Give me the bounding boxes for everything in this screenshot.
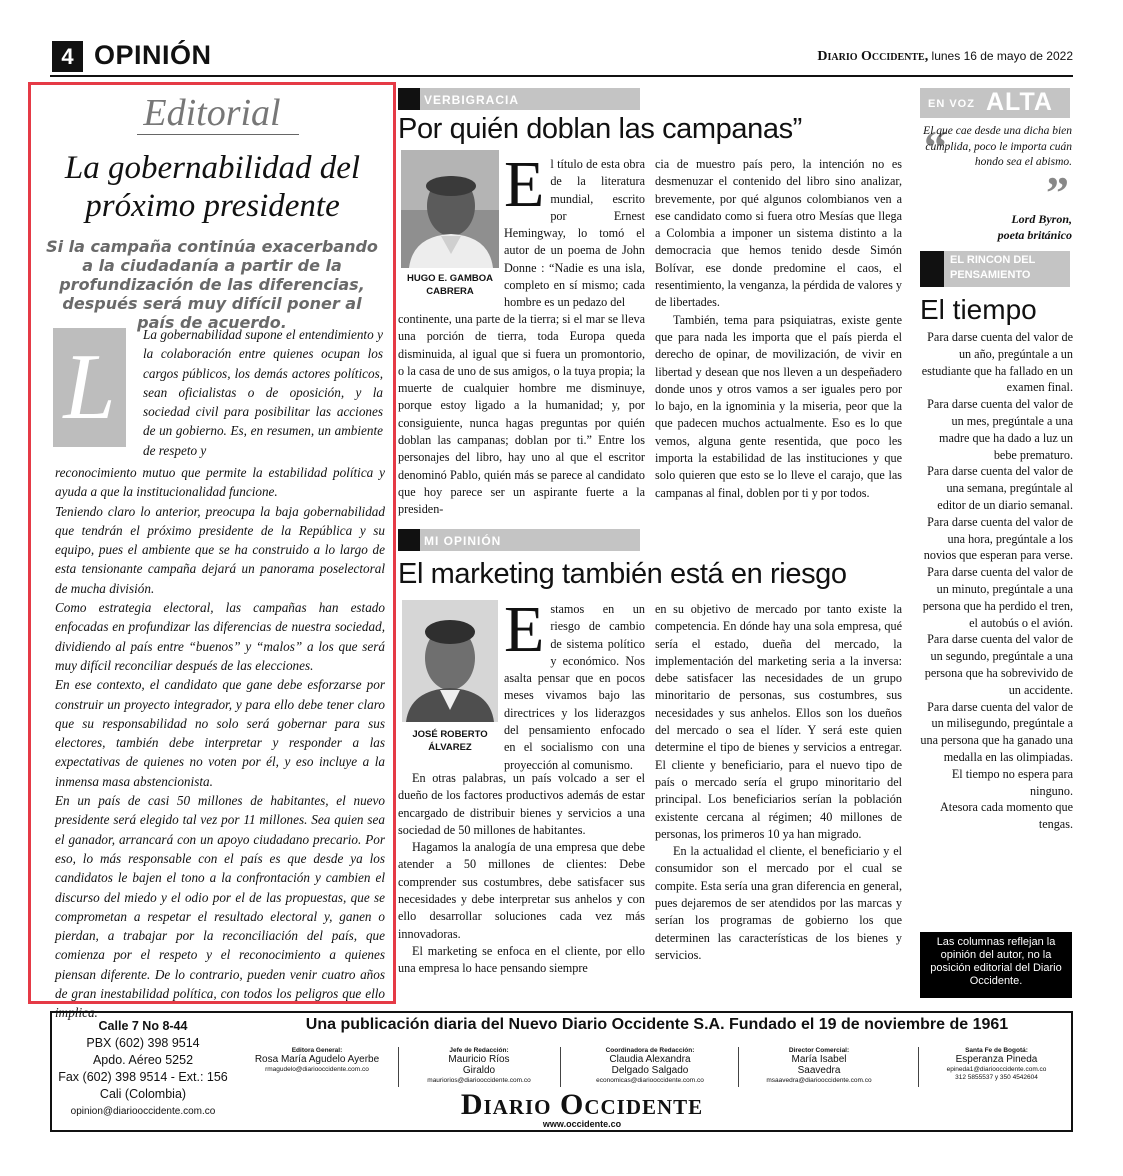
article1-author: HUGO E. GAMBOA CABRERA — [406, 273, 494, 297]
verbigracia-bar — [398, 88, 640, 110]
staff-name: Mauricio Ríos Giraldo — [448, 1054, 510, 1076]
footer-box — [50, 1011, 1073, 1132]
address: Calle 7 No 8-44 — [98, 1019, 188, 1033]
article2-title: El marketing también está en riesgo — [398, 558, 847, 590]
staff-entry — [924, 1047, 1069, 1081]
rincon-paragraph: Para darse cuenta del valor de una hora, pregúntale a los novios que esperan para verse. — [923, 514, 1073, 563]
staff-divider — [398, 1047, 399, 1087]
article2-kicker: MI OPINIÓN — [424, 534, 502, 548]
quote-author: Lord Byron, — [1011, 212, 1072, 226]
contact-email: opinion@diariooccidente.com.co — [70, 1106, 216, 1117]
article1-paragraph: También, tema para psiquiatras, existe gente que para nada les importa que el país pierda el derecho de opinar, de movilización, de vivir en libertad y desean que nos lleven a un despeñadero donde unos y otros vamos a ser iguales pero por lo bajo, en la ignominia y la miseria, peor que la que padecen muchos actualmente. Eso es lo que vemos, alguna gente resentida, que poco les importa la estabilidad de las instituciones y que solo quieren que esto se lo lleve el carajo, que las campanas al final, doblen por ti y por todos. — [655, 312, 902, 500]
article2-author: JOSÉ ROBERTO ÁLVAREZ — [412, 729, 488, 753]
editorial-first-paragraph: La gobernabilidad supone el entendimiento y la colaboración entre quienes ocupan los cargos públicos, los demás actores políticos, sean oficialistas o de oposición, y la sociedad civil para posibilitar las acciones de un gobierno. Es, en resumen, un ambiente de respeto y — [143, 327, 383, 458]
article2-drop-cap: E — [504, 593, 545, 666]
quote-role: poeta británico — [997, 228, 1072, 242]
author-photo — [402, 600, 498, 722]
article1-title: Por quién doblan las campanas” — [398, 113, 802, 145]
article2-col1-wrap-text: stamos en un riesgo de cambio de sistema político y económico. Nos asalta pensar que en pocos meses vivamos bajo las directrices y los liderazgos del pensamiento enfocado en el socialismo con una proyección al comunismo. — [504, 602, 645, 772]
staff-name: Esperanza Pineda — [955, 1054, 1038, 1065]
footer-url: www.occidente.co — [542, 1119, 622, 1129]
rincon-paragraph: Para darse cuenta del valor de un mes, pregúntale a una madre que ha dado a luz un bebe prematuro. — [927, 397, 1073, 462]
article1-col2 — [655, 156, 902, 502]
staff-role: Jefe de Redacción: — [449, 1047, 509, 1054]
article1-col1-wrap-text: l título de esta obra de la literatura mundial, escrito por Ernest Hemingway, lo tomó el autor de un poema de John Donne : “Nadie es una isla, completo en sí mismo; cada hombre es un pedazo del — [504, 157, 645, 310]
date-text: lunes 16 de mayo de 2022 — [931, 49, 1073, 63]
disclaimer-box: Las columnas reflejan la opinión del autor, no la posición editorial del Diario Occidente. — [920, 932, 1072, 998]
staff-email: mauriorios@diariooccidente.com.co — [427, 1077, 531, 1084]
rincon-paragraph: Para darse cuenta del valor de un segundo, pregúntale a una persona que ha sobrevivido de un accidente. — [924, 632, 1073, 697]
footer-logo: Diario Occidente — [460, 1088, 704, 1121]
staff-entry — [242, 1047, 392, 1073]
portrait-icon — [402, 600, 498, 722]
editorial-subtitle: Si la campaña continúa exacerbando a la ciudadanía a partir de la profundización de las diferencias, después será muy difícil poner al país de acuerdo. — [46, 237, 378, 332]
footer-tagline: Una publicación diaria del Nuevo Diario Occidente S.A. Fundado el 19 de noviembre de 1961 — [305, 1016, 1009, 1033]
page-number: 4 — [52, 41, 83, 72]
staff-entry — [566, 1047, 734, 1084]
editorial-title: La gobernabilidad del próximo presidente — [64, 150, 361, 224]
kicker-square — [398, 88, 420, 110]
masthead-name: Diario Occidente, — [817, 49, 929, 64]
envoz-big-label: ALTA — [986, 88, 1053, 116]
staff-email: msaavedra@diariooccidente.com.co — [766, 1077, 872, 1084]
rincon-title: El tiempo — [920, 294, 1037, 325]
article1-col1: continente, una parte de la tierra; si el mar se lleva una porción de tierra, toda Europa queda disminuida, al igual que si fuera un promontorio, o la casa de uno de sus amigos, o la tuya propia; la muerte de cualquier hombre me disminuye, porque estoy ligado a la humanidad; y, por consiguiente, nunca hagas preguntas por quién doblan las campanas; doblan por ti.” Entre los personajes del libro, hay uno al que el escritor denominó Pablo, quién más se parece al candidato que hoy parece ser un aspirante fuerte a la presiden- — [398, 312, 645, 517]
article2-col1 — [398, 770, 645, 978]
staff-email: epineda1@diariooccidente.com.co — [946, 1066, 1047, 1073]
article2-col2 — [655, 601, 902, 964]
quote-text: El que cae desde una dicha bien cumplida, poco le importa cuán hondo sea el abismo. — [923, 125, 1072, 168]
kicker-square — [398, 529, 420, 551]
staff-divider — [918, 1047, 919, 1087]
staff-role: Coordinadora de Redacción: — [605, 1047, 695, 1054]
header-rule — [50, 75, 1073, 77]
staff-email: economicas@diariooccidente.com.co — [596, 1077, 704, 1084]
staff-role: Santa Fe de Bogotá: — [965, 1047, 1028, 1054]
editorial-paragraph: Teniendo claro lo anterior, preocupa la baja gobernabilidad que tendrán el próximo presidente de la República y su equipo, pues el ambiente que se ha construido a lo largo de esta tensionante campaña dejará un panorama poselectoral de mucha división. — [55, 503, 385, 596]
fax: Fax (602) 398 9514 - Ext.: 156 — [58, 1070, 228, 1084]
article1-paragraph: cia de muestro país pero, la intención no es desmenuzar el contenido del libro sino analizar, brevemente, por qué algunos colombianos ven a ese candidato como si fuera otro Mesías que llega a Colombia a imponer un sistema distinto a la democracia que hemos tenido desde Simón Bolívar, ese donde predomine el caos, el resentimiento, la venganza, la pérdida de valores y de libertades. — [655, 157, 902, 310]
staff-email: rmagudelo@diariooccidente.com.co — [265, 1066, 369, 1073]
section-title: OPINIÓN — [94, 40, 212, 70]
pbx: PBX (602) 398 9514 — [86, 1036, 200, 1050]
staff-role: Director Comercial: — [788, 1047, 850, 1054]
editorial-body — [55, 463, 385, 1023]
rincon-body — [920, 329, 1073, 833]
rincon-label: EL RINCON DEL PENSAMIENTO — [950, 254, 1036, 281]
staff-name: Claudia Alexandra Delgado Salgado — [609, 1054, 691, 1076]
apdo: Apdo. Aéreo 5252 — [92, 1053, 194, 1067]
editorial-paragraph: Como estrategia electoral, las campañas han estado enfocadas en profundizar las diferencias de nuestra sociedad, dividiendo al país entre “buenos” y “malos” a los que será muy difícil reconciliar después de las elecciones. — [55, 600, 385, 673]
editorial-box — [28, 82, 396, 1021]
rincon-paragraph: Atesora cada momento que tengas. — [940, 800, 1073, 832]
editorial-drop-cap: L — [53, 328, 126, 447]
article1-drop-cap: E — [504, 148, 545, 221]
staff-entry — [744, 1047, 894, 1084]
author-photo — [401, 150, 499, 268]
editorial-paragraph: En ese contexto, el candidato que gane debe esforzarse por construir un proyecto integrador, y para ello debe tener claro que su responsabilidad no solo será gobernar para sus electores, también debe interpretar y responder a las expectativas de quienes no voten por él, y eso incluye a la inmensa masa abstencionista. — [55, 677, 385, 789]
article2-paragraph: Hagamos la analogía de una empresa que debe atender a 50 millones de clientes: Debe comprender sus costumbres, debe satisfacer sus necesidades y debe interpretar sus anhelos y con ello desarrollar soluciones cada vez más innovadoras. — [398, 840, 645, 941]
article1-kicker: VERBIGRACIA — [424, 93, 520, 107]
editorial-paragraph: En un país de casi 50 millones de habitantes, el nuevo presidente será elegido tal vez por 11 millones. Sea quien sea el ganador, arrancará con un apoyo ciudadano precario. Por eso, lo más responsable con el país es que desde ya los candidatos le bajen el tono a la confrontación y cambien el discurso del miedo y el odio por el de las propuestas, que se comprometan a respetar el resultado electoral y, ganen o pierdan, a trabajar por la reconciliación del país, que comienza por el respeto y el reconocimiento a quienes piensan diferente. De lo contrario, pueden venir cuatro años de gran inestabilidad política, con todos los peligros que ello implica. — [55, 793, 385, 1021]
staff-name: María Isabel Saavedra — [791, 1054, 847, 1076]
kicker-square — [920, 251, 944, 287]
article2-paragraph: en su objetivo de mercado por tanto existe la competencia. En dónde hay una sola empresa, qué sería el estado, dueña del mercado, la implementación del marketing seria a la inversa: debe satisfacer las necesidades de un grupo minoritario de personas, sus costumbres, sus necesidades y sus anhelos. Ellos son los dueños del mercado o sea el líder. Y será este quien determine el tipo de bienes y servicios a entregar. El cliente y beneficiario, para el nuevo tipo de país o mercado sería el grupo minoritario del principal. Los beneficiarios serían la población existente cercana al régimen; 40 millones de personas, los primeros 10 ya han migrado. — [655, 602, 902, 841]
staff-name: Rosa María Agudelo Ayerbe — [254, 1054, 380, 1065]
close-quote-icon: ” — [1046, 167, 1069, 218]
rincon-paragraph: Para darse cuenta del valor de una semana, pregúntale al editor de un diario semanal. — [927, 464, 1073, 512]
dateline — [817, 49, 1073, 65]
editorial-paragraph: reconocimiento mutuo que permite la estabilidad política y ayuda a que la institucionalidad funcione. — [55, 465, 385, 500]
article2-paragraph: En la actualidad el cliente, el beneficiario y el consumidor son el mercado por el cual se compite. Esta sería una gran diferencia en general, pues dejaremos de ser atendidos por las marcas y serían los programas de gobierno los que determinen las características de los bienes y servicios. — [655, 844, 902, 962]
staff-entry — [404, 1047, 554, 1084]
rincon-paragraph: Para darse cuenta del valor de un año, pregúntale a un estudiante que ha fallado en un examen final. — [921, 330, 1073, 395]
article2-paragraph: El marketing se enfoca en el cliente, por ello una empresa lo hace pensando siempre — [398, 943, 645, 976]
staff-divider — [560, 1047, 561, 1087]
contact-block — [54, 1018, 232, 1120]
rincon-paragraph: El tiempo no espera para ninguno. — [951, 766, 1073, 798]
rincon-paragraph: Para darse cuenta del valor de un minuto, pregúntale a una persona que ha perdido el tren, el autobús o el avión. — [922, 565, 1073, 630]
staff-divider — [738, 1047, 739, 1087]
article2-col1-wrap — [504, 593, 645, 774]
portrait-icon — [401, 150, 499, 268]
staff-role: Editora General: — [291, 1047, 343, 1054]
en-voz-alta-banner — [920, 88, 1070, 118]
rincon-banner — [920, 251, 1070, 287]
mi-opinion-bar — [398, 529, 640, 551]
editorial-divider — [137, 134, 299, 135]
quote-attribution — [922, 211, 1072, 243]
envoz-small-label: EN VOZ — [928, 98, 975, 110]
city: Cali (Colombia) — [99, 1087, 187, 1101]
staff-phone: 312 5855537 y 350 4542604 — [955, 1074, 1038, 1081]
article1-col1-wrap — [504, 148, 645, 312]
open-quote-icon: “ — [924, 121, 947, 172]
article2-paragraph: En otras palabras, un país volcado a ser el dueño de los factores productivos además de estar encargado de distribuir bienes y servicios a una sociedad de 50 millones de habitantes. — [398, 771, 645, 837]
editorial-label: Editorial — [143, 92, 281, 134]
rincon-paragraph: Para darse cuenta del valor de un milisegundo, pregúntale a una persona que ha ganado una medalla en las olimpiadas. — [920, 699, 1073, 764]
